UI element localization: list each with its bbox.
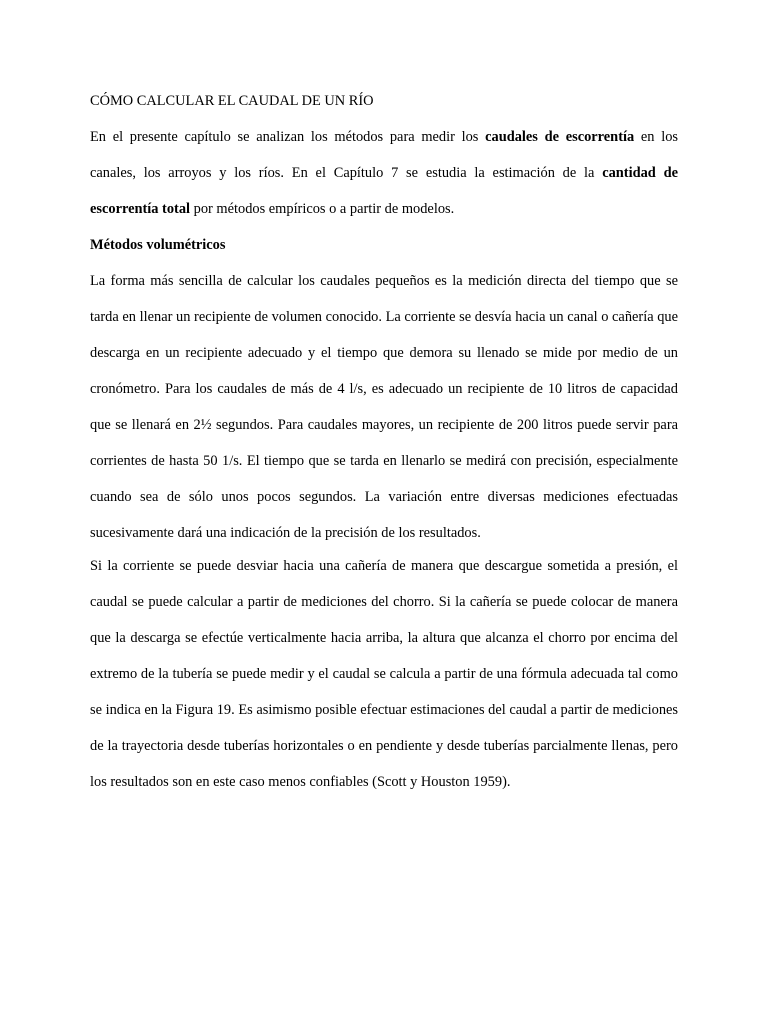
intro-text-1: En el presente capítulo se analizan los métodos para medir los [90,129,486,145]
body-paragraph-jet: Si la corriente se puede desviar hacia una cañería de manera que descargue sometida a presión, el caudal se puede calcular a partir de mediciones del chorro. Si la cañería se puede colocar de manera que la descarga se efectúe verticalmente hacia arriba, la altura que alcanza el chorro por encima del extremo de la tubería se puede medir y el caudal se calcula a partir de una fórmula adecuada tal como se indica en la Figura 19. Es asimismo posible efectuar estimaciones del caudal a partir de mediciones de la trayectoria desde tuberías horizontales o en pendiente y desde tuberías parcialmente llenas, pero los resultados son en este caso menos confiables (Scott y Houston 1959). [90,558,678,790]
document-title: CÓMO CALCULAR EL CAUDAL DE UN RÍO [90,93,374,109]
section-heading: Métodos volumétricos [90,237,226,253]
intro-text-3: por métodos empíricos o a partir de modelos. [190,201,455,217]
intro-bold-caudales: caudales de escorrentía [485,129,635,145]
intro-bold-cantidad: cantidad de escorrentía total [90,165,678,217]
intro-text-2: en los canales, los arroyos y los ríos. En el Capítulo 7 se estudia la estimación de la [90,129,678,181]
intro-paragraph [90,119,678,227]
body-paragraph-volumetric: La forma más sencilla de calcular los caudales pequeños es la medición directa del tiempo que se tarda en llenar un recipiente de volumen conocido. La corriente se desvía hacia un canal o cañería que descarga en un recipiente adecuado y el tiempo que demora su llenado se mide por medio de un cronómetro. Para los caudales de más de 4 l/s, es adecuado un recipiente de 10 litros de capacidad que se llenará en 2½ segundos. Para caudales mayores, un recipiente de 200 litros puede servir para corrientes de hasta 50 1/s. El tiempo que se tarda en llenarlo se medirá con precisión, especialmente cuando sea de sólo unos pocos segundos. La variación entre diversas mediciones efectuadas sucesivamente dará una indicación de la precisión de los resultados. [90,273,678,541]
